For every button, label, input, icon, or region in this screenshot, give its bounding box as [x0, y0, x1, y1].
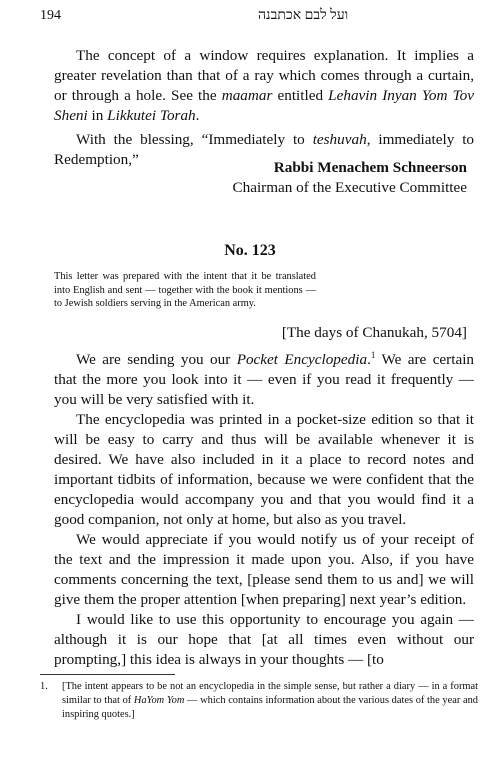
footnote [40, 680, 478, 722]
text-run: . [195, 107, 200, 124]
page-number: 194 [40, 8, 61, 23]
italic-title-likkutei-torah: Likkutei Torah [107, 107, 196, 124]
signatory-name: Rabbi Menachem Schneerson [273, 159, 467, 176]
signature-block [233, 158, 468, 198]
italic-title-hayom-yom: HaYom Yom [133, 695, 185, 706]
text-run: With the blessing, “Immediately to [76, 131, 313, 148]
text-run: , immediately to Redemption,” [54, 131, 475, 168]
letter-dateline: [The days of Chanukah, 5704] [281, 324, 467, 341]
running-title-hebrew: ועל לבם אכתבנה [258, 8, 349, 23]
letter-intro-note: This letter was prepared with the intent that it be translated into English and sent — together with the book it mentions — to Jewish soldiers serving in the American army. [54, 271, 316, 309]
letter-paragraph: The encyclopedia was printed in a pocket-size edition so that it will be easy to carry and thus will be available whenever it is desired. We have also included in it a place to record notes and important tidbits of information, because we were confident that the encyclopedia would accompany you and that you would find it a good companion, not only at home, but also as you travel. [54, 411, 474, 528]
paragraph-window-concept [54, 46, 474, 126]
footnote-divider [40, 674, 175, 675]
letter-paragraph: We would appreciate if you would notify us of your receipt of the text and the impression it made upon you. Also, if you have comments concerning the text, [please send them to us and] we will give them the proper attention [when preparing] next year’s edition. [54, 531, 474, 608]
running-head [40, 8, 465, 28]
letter-heading: No. 123 [224, 242, 276, 259]
italic-term-teshuvah: teshuvah [312, 131, 367, 148]
letter-paragraph: I would like to use this opportunity to encourage you again — although it is our hope that [at all times even without our prompting,] this idea is always in your thoughts — [to [54, 611, 474, 668]
text-run: We are certain that the more you look into it — even if you read it frequently — you will be very satisfied with it. [54, 351, 475, 408]
letter-body [54, 350, 474, 670]
text-run: The concept of a window requires explanation. It implies a greater revelation than that of a ray which comes through a curtain, or through a hole. See the [54, 47, 474, 104]
footnote-marker: 1 [370, 349, 376, 360]
text-run: in [87, 107, 108, 124]
text-run: We are sending you our [76, 351, 237, 368]
footnote-number: 1. [40, 681, 48, 692]
italic-title-lehavin: Lehavin Inyan Yom Tov Sheni [54, 87, 474, 124]
text-run: entitled [272, 87, 329, 104]
italic-term-maamar: maamar [221, 87, 273, 104]
letter-paragraph: We are sending you our Pocket Encyclopedia.$^1$ We are certain that the more you look into it — even if you read it frequently — you will be very satisfied with it. [54, 349, 475, 408]
italic-title-pocket-encyclopedia: Pocket Encyclopedia [236, 351, 368, 368]
text-run: — which contains information about the various dates of the year and inspiring quotes.] [62, 695, 478, 720]
signatory-title: Chairman of the Executive Committee [232, 179, 467, 196]
text-run: [The intent appears to be not an encyclopedia in the simple sense, but rather a diary — in a format similar to that of [62, 681, 478, 706]
footnote-text [62, 680, 478, 722]
